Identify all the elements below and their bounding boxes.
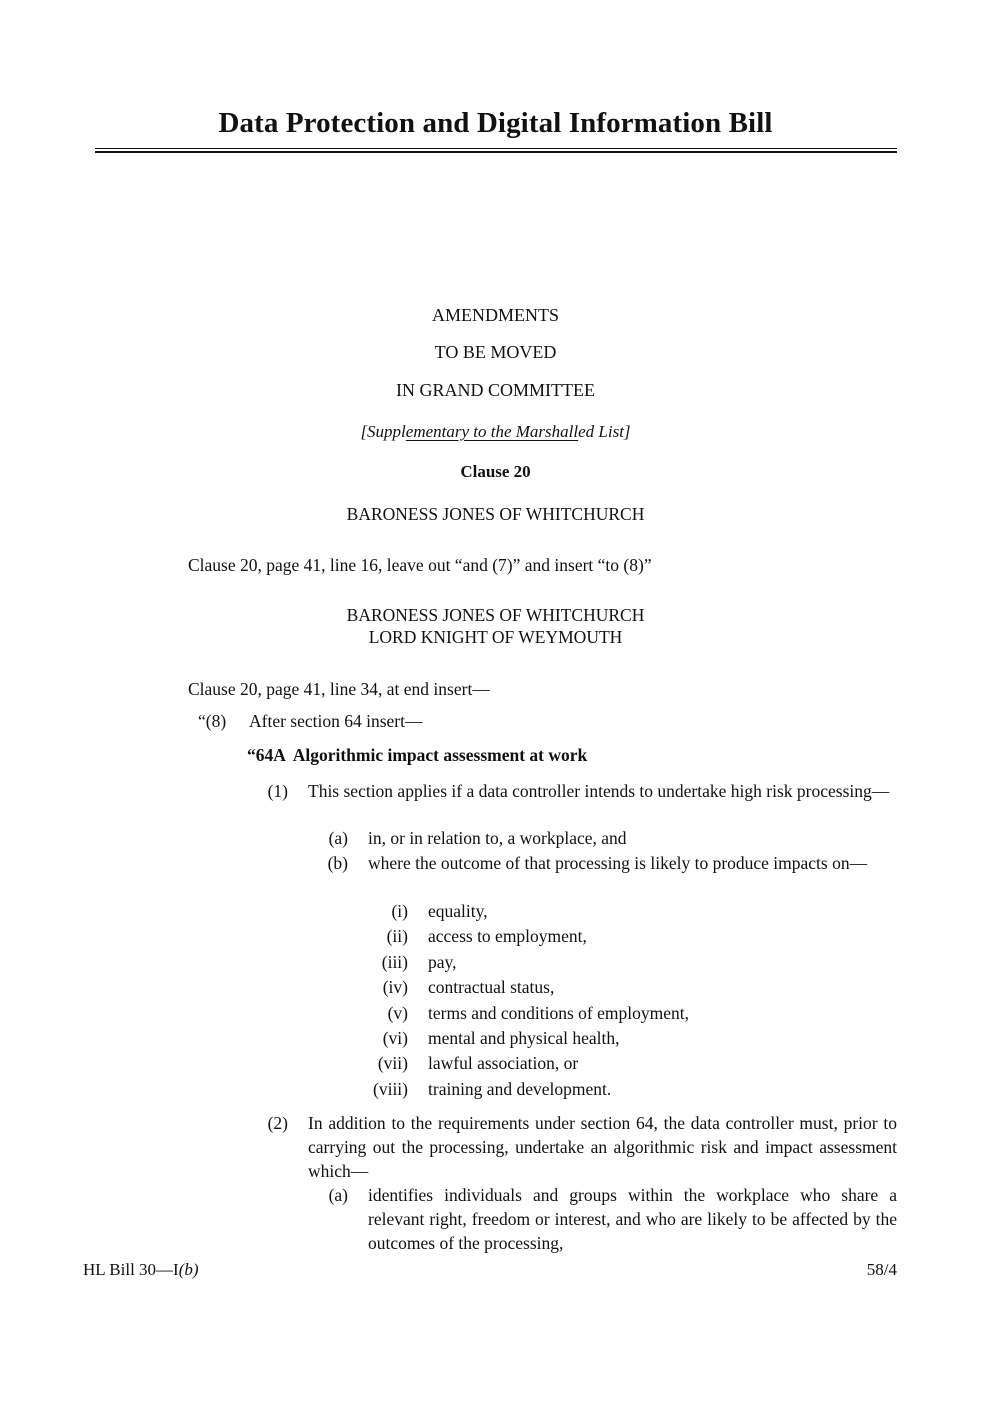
inserted-subsection-text: After section 64 insert— — [249, 711, 423, 731]
subparagraph-text: pay, — [428, 952, 457, 972]
amendment-text: Clause 20, page 41, line 16, leave out “and (7)” and insert “to (8)” — [188, 555, 652, 575]
cover-line-grand-committee: IN GRAND COMMITTEE — [396, 380, 595, 400]
subsection-text: In addition to the requirements under section 64, the data controller must, prior to carrying out the processing, undertake an algorithmic risk and impact assessment which— — [308, 1113, 897, 1181]
subparagraph-label: (iii) — [381, 952, 408, 972]
subparagraph-label: (ii) — [386, 926, 408, 946]
subparagraph-label: (iv) — [382, 977, 408, 997]
subparagraph-text: training and development. — [428, 1079, 612, 1099]
paragraph-text: identifies individuals and groups within the workplace who share a relevant right, freedom or interest, and who are likely to be affected by the outcomes of the processing, — [368, 1185, 897, 1253]
subparagraph-text: lawful association, or — [428, 1053, 579, 1073]
new-section-heading: “64A Algorithmic impact assessment at work — [247, 745, 588, 765]
bill-title: Data Protection and Digital Information Bill — [218, 107, 773, 139]
subsection-label: (2) — [267, 1113, 288, 1133]
supplementary-part-underlined: ementary to the Marshall — [405, 422, 579, 441]
paragraph-label: (a) — [328, 1185, 348, 1205]
title-rule-thin — [95, 148, 897, 149]
subparagraph-text: equality, — [428, 901, 488, 921]
subparagraph-label: (i) — [391, 901, 408, 921]
subparagraph-label: (vii) — [377, 1053, 408, 1073]
subparagraph-label: (vi) — [382, 1028, 408, 1048]
sponsor-name: LORD KNIGHT OF WEYMOUTH — [368, 627, 623, 647]
amendment-text: Clause 20, page 41, line 34, at end insert— — [188, 679, 490, 699]
subparagraph-text: access to employment, — [428, 926, 587, 946]
paragraph-text: in, or in relation to, a workplace, and — [368, 828, 627, 848]
bill-reference-suffix: (b) — [178, 1260, 199, 1279]
bill-reference — [83, 1260, 199, 1280]
subparagraph-text: mental and physical health, — [428, 1028, 620, 1048]
supplementary-part-1: [Suppl — [360, 422, 406, 441]
subparagraph-label: (viii) — [373, 1079, 408, 1099]
bill-reference-prefix: HL Bill 30—I — [83, 1260, 179, 1279]
subparagraph-text: terms and conditions of employment, — [428, 1003, 689, 1023]
inserted-subsection-label: “(8) — [198, 711, 227, 731]
cover-line-to-be-moved: TO BE MOVED — [434, 342, 557, 362]
subparagraph-label: (v) — [387, 1003, 408, 1023]
clause-heading: Clause 20 — [460, 462, 531, 481]
paragraph-label: (b) — [327, 853, 348, 873]
title-rule-thick — [95, 151, 897, 153]
subsection-text: This section applies if a data controller intends to undertake high risk processing— — [308, 781, 890, 801]
paragraph-text: where the outcome of that processing is likely to produce impacts on— — [368, 853, 868, 873]
sponsor-name: BARONESS JONES OF WHITCHURCH — [346, 504, 645, 524]
subparagraph-text: contractual status, — [428, 977, 555, 997]
cover-line-amendments: AMENDMENTS — [431, 305, 559, 325]
paragraph-label: (a) — [328, 828, 348, 848]
supplementary-part-3: ed List] — [578, 422, 631, 441]
page-reference: 58/4 — [866, 1260, 897, 1279]
sponsor-name: BARONESS JONES OF WHITCHURCH — [346, 605, 645, 625]
subsection-label: (1) — [267, 781, 288, 801]
supplementary-note — [0, 422, 991, 442]
